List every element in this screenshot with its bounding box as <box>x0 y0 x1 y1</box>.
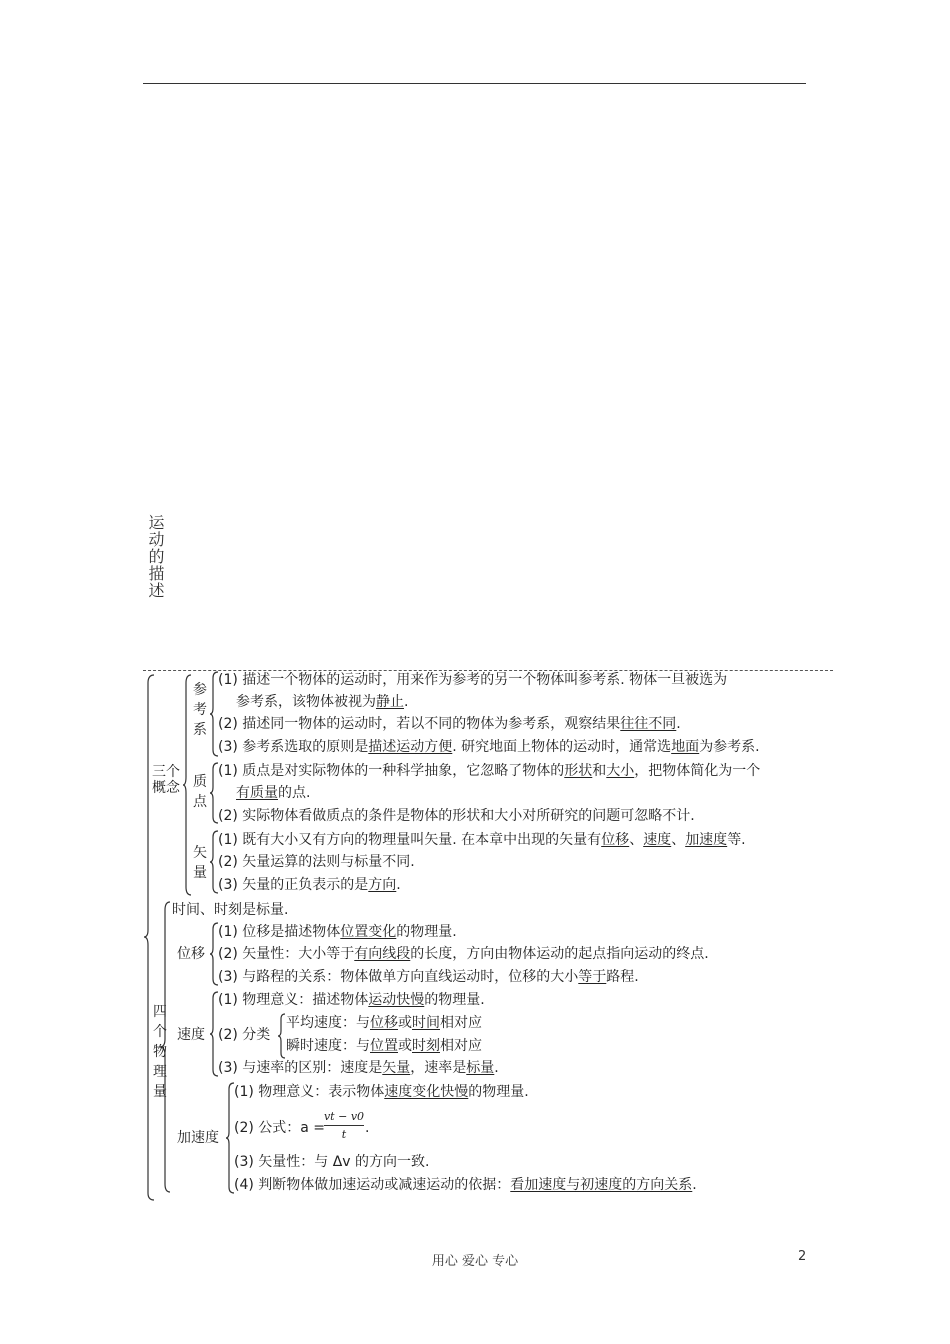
particle-label: 质点 <box>193 774 207 810</box>
reference-line-1b: 参考系，该物体被视为静止. <box>236 694 409 710</box>
time-line: 时间、时刻是标量. <box>172 902 289 918</box>
displacement-line-1: (1) 位移是描述物体位置变化的物理量. <box>218 924 457 940</box>
velocity-instantaneous: 瞬时速度：与位置或时刻相对应 <box>286 1038 482 1054</box>
acceleration-line-3: (3) 矢量性：与 Δv 的方向一致. <box>234 1154 430 1170</box>
reference-label: 参考系 <box>193 682 207 738</box>
footer-text: 用心 爱心 专心 <box>431 1254 519 1269</box>
concepts-label: 三个概念 <box>152 764 180 796</box>
velocity-line-3: (3) 与速率的区别：速度是矢量，速率是标量. <box>218 1060 499 1076</box>
reference-line-1: (1) 描述一个物体的运动时，用来作为参考的另一个物体叫参考系. 物体一旦被选为 <box>218 672 728 688</box>
displacement-line-3: (3) 与路程的关系：物体做单方向直线运动时，位移的大小等于路程. <box>218 969 639 985</box>
outer-brace <box>144 675 156 1200</box>
side-title: 运动的描述 <box>146 514 165 599</box>
velocity-label: 速度 <box>177 1027 205 1043</box>
particle-line-2: (2) 实际物体看做质点的条件是物体的形状和大小对所研究的问题可忽略不计. <box>218 808 695 824</box>
vector-label: 矢量 <box>193 845 207 881</box>
vector-line-3: (3) 矢量的正负表示的是方向. <box>218 877 401 893</box>
displacement-label: 位移 <box>177 946 205 962</box>
formula-numerator: vt − v0 <box>323 1110 365 1123</box>
velocity-class-brace <box>278 1014 286 1058</box>
cut-line <box>143 670 833 671</box>
acceleration-label: 加速度 <box>177 1130 219 1146</box>
formula-period: . <box>365 1120 370 1136</box>
reference-line-2: (2) 描述同一物体的运动时，若以不同的物体为参考系，观察结果往往不同. <box>218 716 681 732</box>
acceleration-line-4: (4) 判断物体做加速运动或减速运动的依据：看加速度与初速度的方向关系. <box>234 1177 697 1193</box>
particle-line-1b: 有质量的点. <box>236 785 311 801</box>
velocity-line-1: (1) 物理意义：描述物体运动快慢的物理量. <box>218 992 485 1008</box>
particle-line-1: (1) 质点是对实际物体的一种科学抽象，它忽略了物体的形状和大小，把物体简化为一个 <box>218 763 761 779</box>
displacement-line-2: (2) 矢量性：大小等于有向线段的长度，方向由物体运动的起点指向运动的终点. <box>218 946 709 962</box>
header-rule <box>143 83 806 84</box>
quantities-label: 四个物理量 <box>153 1004 167 1100</box>
page-number: 2 <box>798 1249 807 1264</box>
formula-bar <box>324 1125 364 1126</box>
acceleration-line-1: (1) 物理意义：表示物体速度变化快慢的物理量. <box>234 1084 529 1100</box>
formula-denominator: t <box>341 1128 347 1141</box>
velocity-classification: (2) 分类 <box>218 1027 271 1043</box>
vector-line-2: (2) 矢量运算的法则与标量不同. <box>218 854 415 870</box>
velocity-average: 平均速度：与位移或时间相对应 <box>286 1015 482 1031</box>
vector-line-1: (1) 既有大小又有方向的物理量叫矢量. 在本章中出现的矢量有位移、速度、加速度等. <box>218 832 746 848</box>
reference-line-3: (3) 参考系选取的原则是描述运动方便. 研究地面上物体的运动时，通常选地面为参考系. <box>218 739 760 755</box>
acceleration-line-2: (2) 公式：a = <box>234 1120 326 1136</box>
